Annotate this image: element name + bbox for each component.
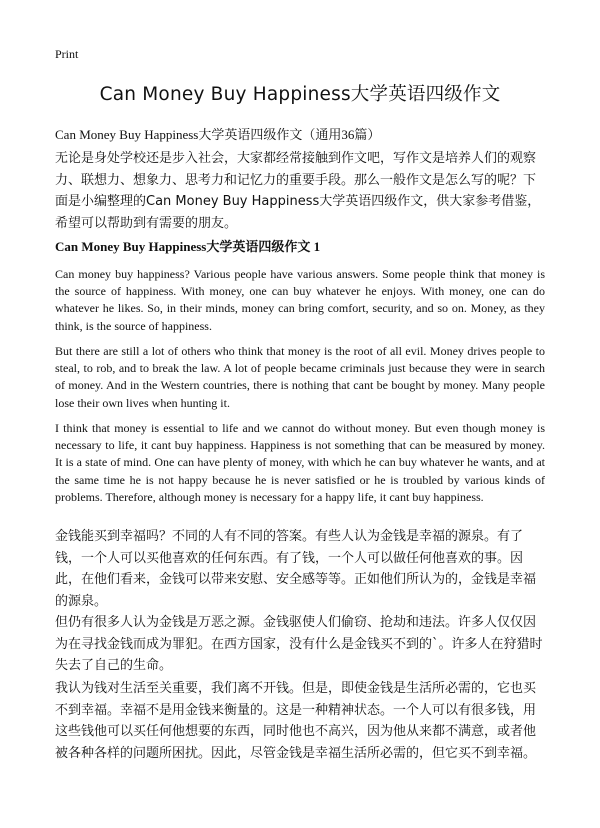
chinese-paragraph: 但仍有很多人认为金钱是万恶之源。金钱驱使人们偷窃、抢劫和违法。许多人仅仅因为在寻找金钱而成为罪犯。在西方国家，没有什么是金钱买不到的`。许多人在狩猎时失去了自己的生命。 [55, 615, 543, 673]
english-paragraph: But there are still a lot of others who think that money is the root of all evil. Money drives people to steal, to rob, and to break the law. A lot of people became criminals just because they were in search of money. And in the Western countries, there is nothing that cant be bought by money. Many people lose their own lives when hunting it. [55, 344, 545, 410]
subtitle: Can Money Buy Happiness大学英语四级作文（通用36篇） [55, 127, 381, 142]
intro-paragraph: 无论是身处学校还是步入社会，大家都经常接触到作文吧，写作文是培养人们的观察力、联想力、想象力、思考力和记忆力的重要手段。那么一般作文是怎么写的呢？下面是小编整理的Can Money Buy Happiness大学英语四级作文，供大家参考借鉴，希望可以帮助到有需要的朋友。 [55, 151, 541, 231]
chinese-paragraph: 我认为钱对生活至关重要，我们离不开钱。但是，即使金钱是生活所必需的，它也买不到幸福。幸福不是用金钱来衡量的。这是一种精神状态。一个人可以有很多钱，用这些钱他可以买任何他想要的东西，同时他也不高兴，因为他从来都不满意，或者他被各种各样的问题所困扰。因此，尽管金钱是幸福生活所必需的，但它买不到幸福。 [55, 681, 537, 761]
print-label[interactable]: Print [55, 47, 79, 61]
page-title: Can Money Buy Happiness大学英语四级作文 [99, 84, 501, 105]
english-paragraph: I think that money is essential to life and we cannot do without money. But even though money is necessary to life, it cant buy happiness. Happiness is not something that can be measured by money. It is a state of mind. One can have plenty of money, with which he can buy whatever he wants, and at the same time he is not happy because he is never satisfied or he is troubled by various kinds of problems. Therefore, although money is necessary for a happy life, it cant buy happiness. [55, 421, 545, 504]
chinese-paragraph: 金钱能买到幸福吗？不同的人有不同的答案。有些人认为金钱是幸福的源泉。有了钱，一个人可以买他喜欢的任何东西。有了钱，一个人可以做任何他喜欢的事。因此，在他们看来，金钱可以带来安慰、安全感等等。正如他们所认为的，金钱是幸福的源泉。 [55, 529, 537, 609]
section-heading: Can Money Buy Happiness大学英语四级作文 1 [55, 239, 321, 254]
english-paragraph: Can money buy happiness? Various people have various answers. Some people think that money is the source of happiness. With money, one can buy whatever he enjoys. With money, one can do whatever he likes. So, in their minds, money can bring comfort, security, and so on. Money, as they think, is the source of happiness. [55, 267, 545, 333]
